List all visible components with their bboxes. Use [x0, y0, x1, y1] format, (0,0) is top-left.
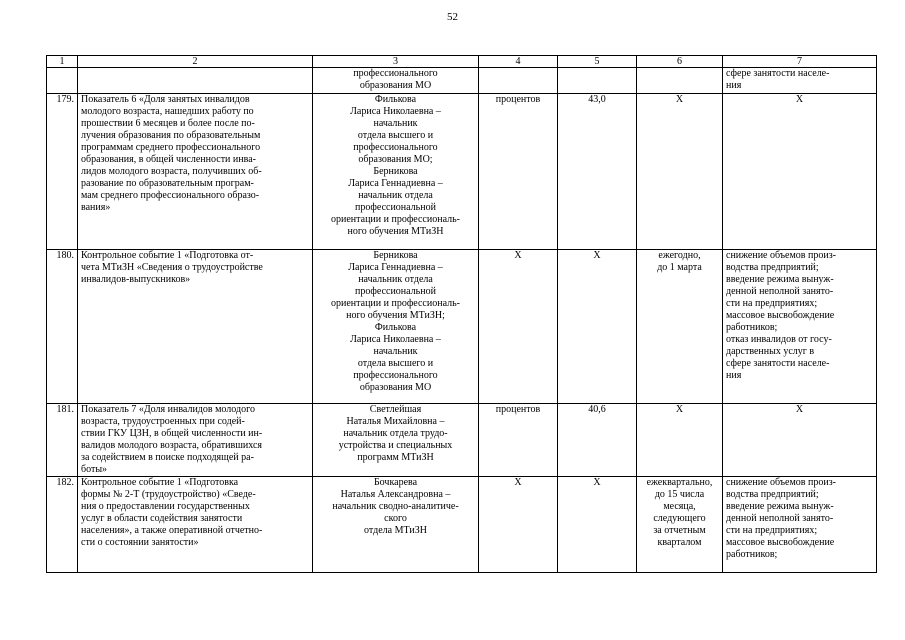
responsible-person: Филькова Лариса Николаевна – начальник отдела высшего и профессионального образования МО; Берникова Лариса Геннадиевна – начальник отдела профессиональной ориентации и профессиональ- ного обучения МТиЗН: [313, 94, 479, 250]
column-header: 7: [723, 56, 877, 68]
risks: сфере занятости населе- ния: [723, 68, 877, 94]
measure-name: Показатель 7 «Доля инвалидов молодого возраста, трудоустроенных при содей- ствии ГКУ ЦЗН, в общей численности ин- валидов молодого возраста, обратившихся за содействием в поиске подходящей ра- боты»: [78, 404, 313, 477]
deadline: Х: [637, 94, 723, 250]
column-header: 3: [313, 56, 479, 68]
risks: Х: [723, 404, 877, 477]
table-row: [47, 477, 877, 573]
target-value: Х: [558, 250, 637, 404]
table-row: [47, 68, 877, 94]
measure-name: Показатель 6 «Доля занятых инвалидов молодого возраста, нашедших работу по прошествии 6 месяцев и более после по- лучения образования по образовательным программам среднего профессионального образования, в общей численности инва- лидов молодого возраста, получивших об- разование по образовательным програм- мам среднего профессионального образо- вания»: [78, 94, 313, 250]
deadline: Х: [637, 404, 723, 477]
responsible-person: профессионального образования МО: [313, 68, 479, 94]
table-row: [47, 250, 877, 404]
target-value: 43,0: [558, 94, 637, 250]
risks: снижение объемов произ- водства предприятий; введение режима вынуж- денной неполной занято- сти на предприятиях; массовое высвобождение работников;: [723, 477, 877, 573]
column-header: 2: [78, 56, 313, 68]
row-number: [47, 68, 78, 94]
target-value: [558, 68, 637, 94]
table-row: [47, 94, 877, 250]
page-number: 52: [447, 11, 458, 23]
table-row: [47, 404, 877, 477]
deadline: [637, 68, 723, 94]
row-number: 182.: [47, 477, 78, 573]
target-value: Х: [558, 477, 637, 573]
column-header: 1: [47, 56, 78, 68]
header-row: [47, 56, 877, 68]
risks: снижение объемов произ- водства предприятий; введение режима вынуж- денной неполной занято- сти на предприятиях; массовое высвобождение работников; отказ инвалидов от госу- дарственных услуг в сфере занятости населе- ния: [723, 250, 877, 404]
unit: Х: [479, 250, 558, 404]
measure-name: Контрольное событие 1 «Подготовка от- чета МТиЗН «Сведения о трудоустройстве инвалидов-выпускников»: [78, 250, 313, 404]
responsible-person: Светлейшая Наталья Михайловна – начальник отдела трудо- устройства и специальных программ МТиЗН: [313, 404, 479, 477]
measure-name: Контрольное событие 1 «Подготовка формы № 2-Т (трудоустройство) «Сведе- ния о предоставлении государственных услуг в области содействия занятости населения», а также оперативной отчетно- сти о состоянии занятости»: [78, 477, 313, 573]
unit: процентов: [479, 404, 558, 477]
responsible-person: Берникова Лариса Геннадиевна – начальник отдела профессиональной ориентации и профессиональ- ного обучения МТиЗН; Филькова Лариса Николаевна – начальник отдела высшего и профессионального образования МО: [313, 250, 479, 404]
unit: Х: [479, 477, 558, 573]
deadline: ежегодно, до 1 марта: [637, 250, 723, 404]
responsible-person: Бочкарева Наталья Александровна – начальник сводно-аналитиче- ского отдела МТиЗН: [313, 477, 479, 573]
unit: [479, 68, 558, 94]
risks: Х: [723, 94, 877, 250]
target-value: 40,6: [558, 404, 637, 477]
measure-name: [78, 68, 313, 94]
row-number: 179.: [47, 94, 78, 250]
column-header: 4: [479, 56, 558, 68]
column-header: 6: [637, 56, 723, 68]
row-number: 180.: [47, 250, 78, 404]
unit: процентов: [479, 94, 558, 250]
row-number: 181.: [47, 404, 78, 477]
column-header: 5: [558, 56, 637, 68]
deadline: ежеквартально, до 15 числа месяца, следующего за отчетным кварталом: [637, 477, 723, 573]
measures-table: [46, 55, 877, 573]
